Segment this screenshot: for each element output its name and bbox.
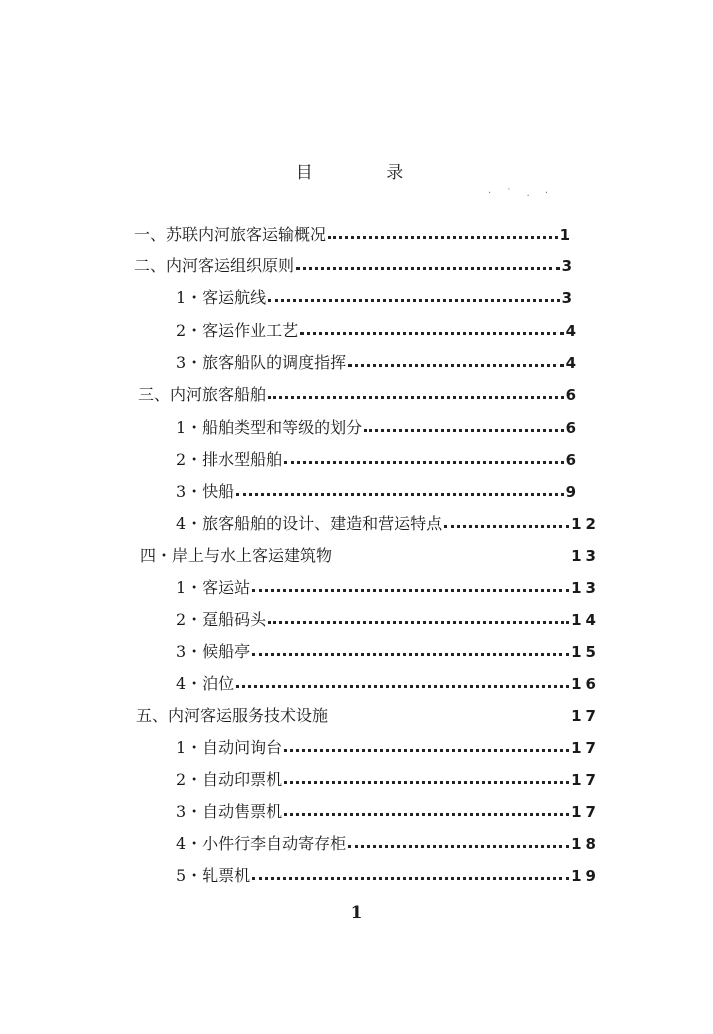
toc-entry-label: 三、内河旅客船舶	[138, 385, 267, 404]
scan-specks: · ˙ . ·	[488, 188, 555, 199]
page-number: 1	[350, 903, 363, 923]
toc-entry-subsection[interactable]	[176, 641, 600, 663]
dot-leader	[444, 525, 569, 528]
dot-leader	[328, 236, 558, 239]
toc-entry-label: 3・旅客船队的调度指挥	[176, 353, 347, 372]
toc-entry-subsection[interactable]	[176, 865, 600, 887]
toc-entry-label: 1・客运站	[176, 578, 251, 597]
toc-entry-label: 3・自动售票机	[176, 802, 283, 821]
toc-entry-label: 2・趸船码头	[176, 610, 267, 629]
toc-entry-label: 4・小件行李自动寄存柜	[176, 834, 347, 853]
toc-entry-page: 3	[561, 257, 576, 275]
toc-entry-page: 6	[565, 386, 580, 404]
dot-leader	[348, 845, 569, 848]
dot-leader	[284, 781, 569, 784]
toc-entry-subsection[interactable]	[176, 673, 600, 695]
toc-entry-section[interactable]	[140, 545, 600, 567]
toc-entry-subsection[interactable]	[176, 609, 600, 631]
toc-entry-label: 1・客运航线	[176, 288, 267, 307]
dot-leader	[252, 653, 569, 656]
toc-entry-section[interactable]	[134, 224, 574, 246]
toc-entry-page: 17	[571, 739, 600, 757]
page-title: 目 录	[295, 163, 438, 183]
toc-entry-label: 1・船舶类型和等级的划分	[176, 418, 363, 437]
toc-entry-page: 15	[571, 643, 600, 661]
toc-entry-page: 6	[565, 419, 580, 437]
toc-entry-label: 3・快船	[176, 482, 235, 501]
toc-entry-page: 18	[571, 835, 600, 853]
toc-entry-page: 14	[571, 611, 600, 629]
toc-entry-page: 6	[565, 451, 580, 469]
dot-leader	[364, 429, 563, 432]
toc-entry-label: 五、内河客运服务技术设施	[136, 706, 329, 725]
toc-entry-subsection[interactable]	[176, 577, 600, 599]
dot-leader	[284, 749, 569, 752]
toc-entry-label: 1・自动问询台	[176, 738, 283, 757]
toc-entry-page: 4	[565, 354, 580, 372]
toc-entry-section[interactable]	[134, 255, 576, 277]
toc-entry-page: 13	[571, 547, 600, 565]
dot-leader	[284, 813, 569, 816]
dot-leader	[296, 267, 560, 270]
dot-leader	[268, 299, 559, 302]
toc-entry-label: 二、内河客运组织原则	[134, 256, 295, 275]
toc-entry-subsection[interactable]	[176, 352, 580, 374]
toc-entry-page: 12	[571, 515, 600, 533]
toc-entry-subsection[interactable]	[176, 481, 580, 503]
dot-leader	[252, 877, 569, 880]
toc-entry-label: 2・排水型船舶	[176, 450, 283, 469]
dot-leader	[348, 364, 563, 367]
toc-entry-subsection[interactable]	[176, 320, 580, 342]
toc-entry-label: 4・泊位	[176, 674, 235, 693]
toc-entry-page: 13	[571, 579, 600, 597]
toc-entry-subsection[interactable]	[176, 833, 600, 855]
toc-entry-page: 3	[561, 289, 576, 307]
toc-entry-label: 四・岸上与水上客运建筑物	[140, 546, 333, 565]
toc-entry-subsection[interactable]	[176, 417, 580, 439]
toc-entry-section[interactable]	[136, 705, 600, 727]
toc-entry-subsection[interactable]	[176, 737, 600, 759]
toc-entry-page: 19	[571, 867, 600, 885]
toc-entry-page: 17	[571, 771, 600, 789]
dot-leader	[236, 685, 569, 688]
toc-entry-subsection[interactable]	[176, 801, 600, 823]
toc-entry-section[interactable]	[138, 384, 580, 406]
toc-entry-page: 9	[565, 483, 580, 501]
toc-entry-page: 17	[571, 707, 600, 725]
toc-entry-page: 1	[559, 226, 574, 244]
dot-leader	[268, 621, 569, 624]
toc-entry-subsection[interactable]	[176, 287, 576, 309]
dot-leader	[236, 493, 563, 496]
toc-entry-label: 4・旅客船舶的设计、建造和营运特点	[176, 514, 443, 533]
dot-leader	[284, 461, 563, 464]
toc-entry-page: 17	[571, 803, 600, 821]
toc-entry-label: 5・轧票机	[176, 866, 251, 885]
toc-entry-label: 2・客运作业工艺	[176, 321, 299, 340]
toc-entry-subsection[interactable]	[176, 449, 580, 471]
toc-entry-label: 3・候船亭	[176, 642, 251, 661]
toc-entry-subsection[interactable]	[176, 513, 600, 535]
dot-leader	[268, 396, 564, 399]
toc-entry-subsection[interactable]	[176, 769, 600, 791]
toc-entry-label: 一、苏联内河旅客运输概况	[134, 225, 327, 244]
toc-entry-page: 16	[571, 675, 600, 693]
dot-leader	[300, 332, 563, 335]
dot-leader	[252, 589, 569, 592]
toc-entry-page: 4	[565, 322, 580, 340]
toc-entry-label: 2・自动印票机	[176, 770, 283, 789]
